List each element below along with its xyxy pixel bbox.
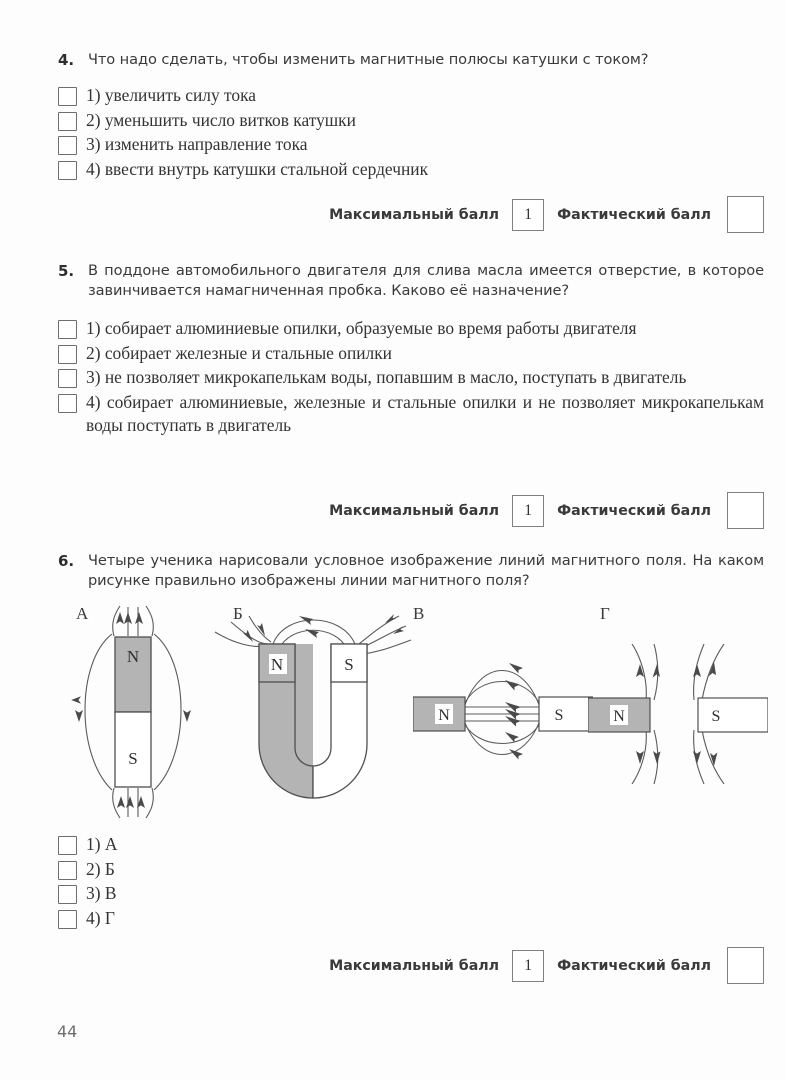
max-score-label: Максимальный балл [329, 502, 500, 519]
page-number: 44 [57, 1022, 78, 1041]
score-strip [58, 492, 764, 529]
option-row[interactable] [58, 366, 764, 390]
actual-score-label: Фактический балл [557, 957, 711, 974]
option-row[interactable] [58, 882, 764, 906]
option-row[interactable] [58, 158, 764, 182]
question-block-6 [58, 551, 764, 591]
question-heading [58, 50, 764, 70]
option-checkbox[interactable] [58, 136, 77, 155]
pole-label-north: N [126, 647, 140, 666]
actual-score-input[interactable] [727, 947, 764, 984]
option-checkbox[interactable] [58, 861, 77, 880]
score-strip [58, 196, 764, 233]
option-row[interactable] [58, 391, 764, 438]
figure-b [213, 604, 413, 819]
pole-label-north: N [270, 655, 284, 674]
option-checkbox[interactable] [58, 320, 77, 339]
question-heading [58, 261, 764, 301]
pole-label-south: S [344, 655, 354, 674]
option-label: 4) ввести внутрь катушки стальной сердечник [86, 158, 429, 179]
option-row[interactable] [58, 133, 764, 157]
horseshoe-magnet-icon [213, 604, 413, 819]
question-heading [58, 551, 764, 591]
figure-d [588, 604, 768, 784]
option-checkbox[interactable] [58, 885, 77, 904]
option-label: 4) Г [86, 907, 115, 928]
actual-score-label: Фактический балл [557, 502, 711, 519]
max-score-label: Максимальный балл [329, 206, 500, 223]
two-bars-repelling-icon [588, 644, 768, 784]
max-score-label: Максимальный балл [329, 957, 500, 974]
option-row[interactable] [58, 858, 764, 882]
question-block-5 [58, 261, 764, 439]
pole-label-south: S [128, 749, 138, 768]
pole-label-north: N [613, 708, 625, 725]
option-label: 2) уменьшить число витков катушки [86, 109, 356, 130]
question-block-4 [58, 50, 764, 182]
question-6-options-block [58, 833, 764, 931]
option-row[interactable] [58, 317, 764, 341]
answer-options [58, 84, 764, 181]
bar-magnet-vertical-icon [58, 604, 208, 819]
option-row[interactable] [58, 84, 764, 108]
option-label: 3) В [86, 883, 117, 903]
option-checkbox[interactable] [58, 910, 77, 929]
option-checkbox[interactable] [58, 87, 77, 106]
actual-score-input[interactable] [727, 492, 764, 529]
magnet-figures [58, 604, 768, 819]
pole-label-north: N [438, 707, 450, 724]
option-label: 4) собирает алюминиевые, железные и стальные опилки и не позволяет микрокапелькам воды поступать в двигатель [86, 391, 764, 435]
option-checkbox[interactable] [58, 112, 77, 131]
answer-options [58, 317, 764, 438]
figure-label-c: В [413, 604, 425, 623]
score-strip [58, 947, 764, 984]
option-label: 2) собирает железные и стальные опилки [86, 342, 392, 363]
actual-score-input[interactable] [727, 196, 764, 233]
question-number: 5. [58, 262, 74, 280]
figure-label-b: Б [233, 604, 243, 623]
max-score-value: 1 [512, 950, 544, 982]
figure-a [58, 604, 208, 819]
option-row[interactable] [58, 907, 764, 931]
max-score-value: 1 [512, 495, 544, 527]
figure-label-d: Г [600, 604, 610, 623]
option-row[interactable] [58, 833, 764, 857]
option-label: 1) увеличить силу тока [86, 85, 256, 105]
figure-c [413, 604, 593, 779]
figure-label-a: А [76, 604, 89, 623]
question-text: Четыре ученика нарисовали условное изображение линий магнитного поля. На каком рисунке правильно изображены линии магнитного поля? [88, 552, 764, 589]
option-label: 1) собирает алюминиевые опилки, образуемые во время работы двигателя [86, 318, 637, 338]
question-text: В поддоне автомобильного двигателя для слива масла имеется отверстие, в которое завинчивается намагниченная пробка. Каково её назначение? [88, 262, 764, 299]
pole-label-south: S [711, 708, 721, 725]
option-label: 1) А [86, 834, 118, 854]
option-row[interactable] [58, 342, 764, 366]
pole-label-south: S [554, 707, 564, 724]
option-checkbox[interactable] [58, 161, 77, 180]
question-number: 6. [58, 552, 74, 570]
option-checkbox[interactable] [58, 345, 77, 364]
option-label: 2) Б [86, 858, 115, 879]
option-checkbox[interactable] [58, 394, 77, 413]
actual-score-label: Фактический балл [557, 206, 711, 223]
option-checkbox[interactable] [58, 369, 77, 388]
question-number: 4. [58, 51, 74, 69]
option-row[interactable] [58, 109, 764, 133]
option-label: 3) не позволяет микрокапелькам воды, попавшим в масло, поступать в двигатель [86, 367, 687, 387]
question-text: Что надо сделать, чтобы изменить магнитные полюсы катушки с током? [88, 51, 649, 68]
max-score-value: 1 [512, 199, 544, 231]
answer-options [58, 833, 764, 930]
option-checkbox[interactable] [58, 836, 77, 855]
option-label: 3) изменить направление тока [86, 134, 308, 154]
two-bars-attracting-icon [413, 649, 593, 779]
